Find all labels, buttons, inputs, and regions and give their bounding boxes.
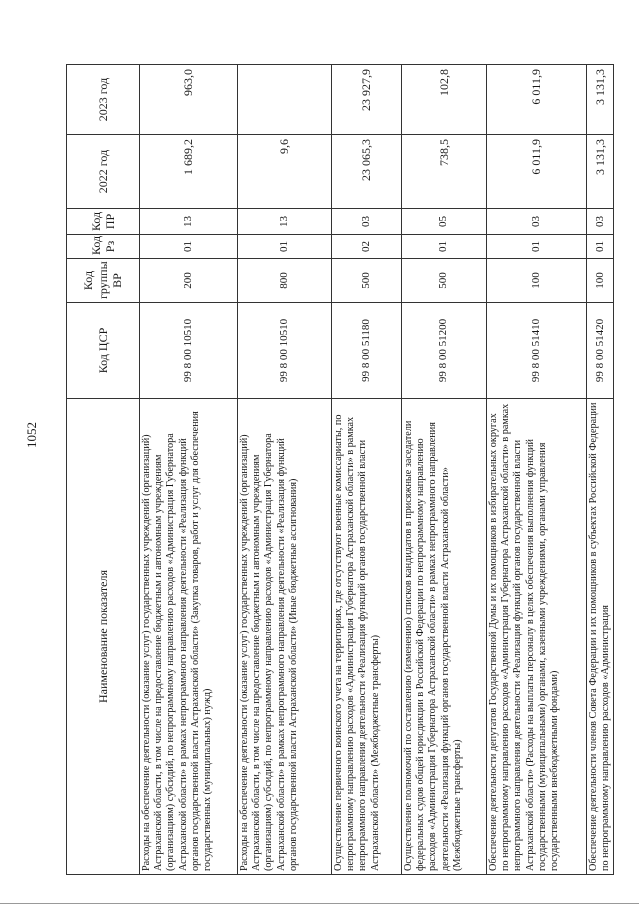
- row-pr: 13: [238, 209, 332, 235]
- row-pr: 13: [140, 209, 238, 235]
- row-name: Расходы на обеспечение деятельности (оказание услуг) государственных учреждений (организаций) Астраханской области, в том числе на предоставление бюджетным и автономным учреждениям (организациям) субсидий, по непрограммному направлению расходов «Администрация Губернатора Астраханской области» в рамках непрограммного направления деятельности «Реализация функций органов государственной власти Астраханской области» (Иные бюджетные ассигнования): [238, 399, 332, 875]
- table-row: [587, 65, 614, 875]
- row-vr: 800: [238, 259, 332, 303]
- row-pr: 03: [332, 209, 402, 235]
- row-name: Осуществление полномочий по составлению (изменению) списков кандидатов в присяжные заседатели федеральных судов общей юрисдикции в Российской Федерации по непрограммному направлению расходов «Администрация Губернатора Астраханской области» в рамках непрограммного направления деятельности «Реализация функций органов государственной власти Астраханской области» (Межбюджетные трансферты): [402, 399, 487, 875]
- row-csr: 99 8 00 51200: [402, 303, 487, 399]
- table-row: [140, 65, 238, 875]
- row-pr: 05: [402, 209, 487, 235]
- row-name: Обеспечение деятельности членов Совета Федерации и их помощников в субъектах Российской Федерации по непрограммному направлению расходов «Администрация: [587, 399, 614, 875]
- budget-table: [66, 64, 614, 875]
- row-2022: 3 131,3: [587, 135, 614, 209]
- row-name: Обеспечение деятельности депутатов Государственной Думы и их помощников в избирательных округах по непрограммному направлению расходов «Администрация Губернатора Астраханской области» в рамках непрограммного направления деятельности «Реализация функций органов государственной власти Астраханской области» (Расходы на выплаты персоналу в целях обеспечения выполнения функций государственными (муниципальными) органами, казенными учреждениями, органами управления государственными внебюджетными фондами): [487, 399, 587, 875]
- row-vr: 100: [587, 259, 614, 303]
- row-rz: 01: [402, 235, 487, 259]
- header-csr: Код ЦСР: [67, 303, 140, 399]
- row-csr: 99 8 00 51180: [332, 303, 402, 399]
- row-2023: 102,8: [402, 65, 487, 135]
- row-name: Расходы на обеспечение деятельности (оказание услуг) государственных учреждений (организаций) Астраханской области, в том числе на предоставление бюджетным и автономным учреждениям (организациям) субсидий, по непрограммному направлению расходов «Администрация Губернатора Астраханской области» в рамках непрограммного направления деятельности «Реализация функций органов государственной власти Астраханской области» (Закупка товаров, работ и услуг для обеспечения государственных (муниципальных) нужд): [140, 399, 238, 875]
- header-name: Наименование показателя: [67, 399, 140, 875]
- table-row: [402, 65, 487, 875]
- row-csr: 99 8 00 10510: [238, 303, 332, 399]
- budget-table-sheet: [66, 65, 612, 875]
- table-row: [332, 65, 402, 875]
- row-2023: [238, 65, 332, 135]
- bottom-divider: [0, 903, 639, 904]
- header-2022: 2022 год: [67, 135, 140, 209]
- row-pr: 03: [587, 209, 614, 235]
- table-row: [487, 65, 587, 875]
- row-2022: 1 689,2: [140, 135, 238, 209]
- table-header-row: [67, 65, 140, 875]
- row-csr: 99 8 00 10510: [140, 303, 238, 399]
- row-2022: 9,6: [238, 135, 332, 209]
- row-2023: 3 131,3: [587, 65, 614, 135]
- row-csr: 99 8 00 51410: [487, 303, 587, 399]
- row-pr: 03: [487, 209, 587, 235]
- row-csr: 99 8 00 51420: [587, 303, 614, 399]
- row-vr: 500: [402, 259, 487, 303]
- table-row: [238, 65, 332, 875]
- row-rz: 01: [587, 235, 614, 259]
- page-number: 1052: [24, 422, 39, 448]
- row-2023: 23 927,9: [332, 65, 402, 135]
- header-rz: Код Рз: [67, 235, 140, 259]
- row-vr: 500: [332, 259, 402, 303]
- row-vr: 100: [487, 259, 587, 303]
- row-name: Осуществление первичного воинского учета на территориях, где отсутствуют военные комиссариаты, по непрограммному направлению расходов «Администрация Губернатора Астраханской области» в рамках непрограммного направления деятельности «Реализация функций органов государственной власти Астраханской области» (Межбюджетные трансферты): [332, 399, 402, 875]
- header-vr: Код группы ВР: [67, 259, 140, 303]
- row-2023: 6 011,9: [487, 65, 587, 135]
- row-rz: 01: [487, 235, 587, 259]
- row-2023: 963,0: [140, 65, 238, 135]
- row-rz: 01: [140, 235, 238, 259]
- row-2022: 23 065,3: [332, 135, 402, 209]
- header-pr: Код ПР: [67, 209, 140, 235]
- row-vr: 200: [140, 259, 238, 303]
- row-rz: 02: [332, 235, 402, 259]
- header-2023: 2023 год: [67, 65, 140, 135]
- row-2022: 738,5: [402, 135, 487, 209]
- row-2022: 6 011,9: [487, 135, 587, 209]
- row-rz: 01: [238, 235, 332, 259]
